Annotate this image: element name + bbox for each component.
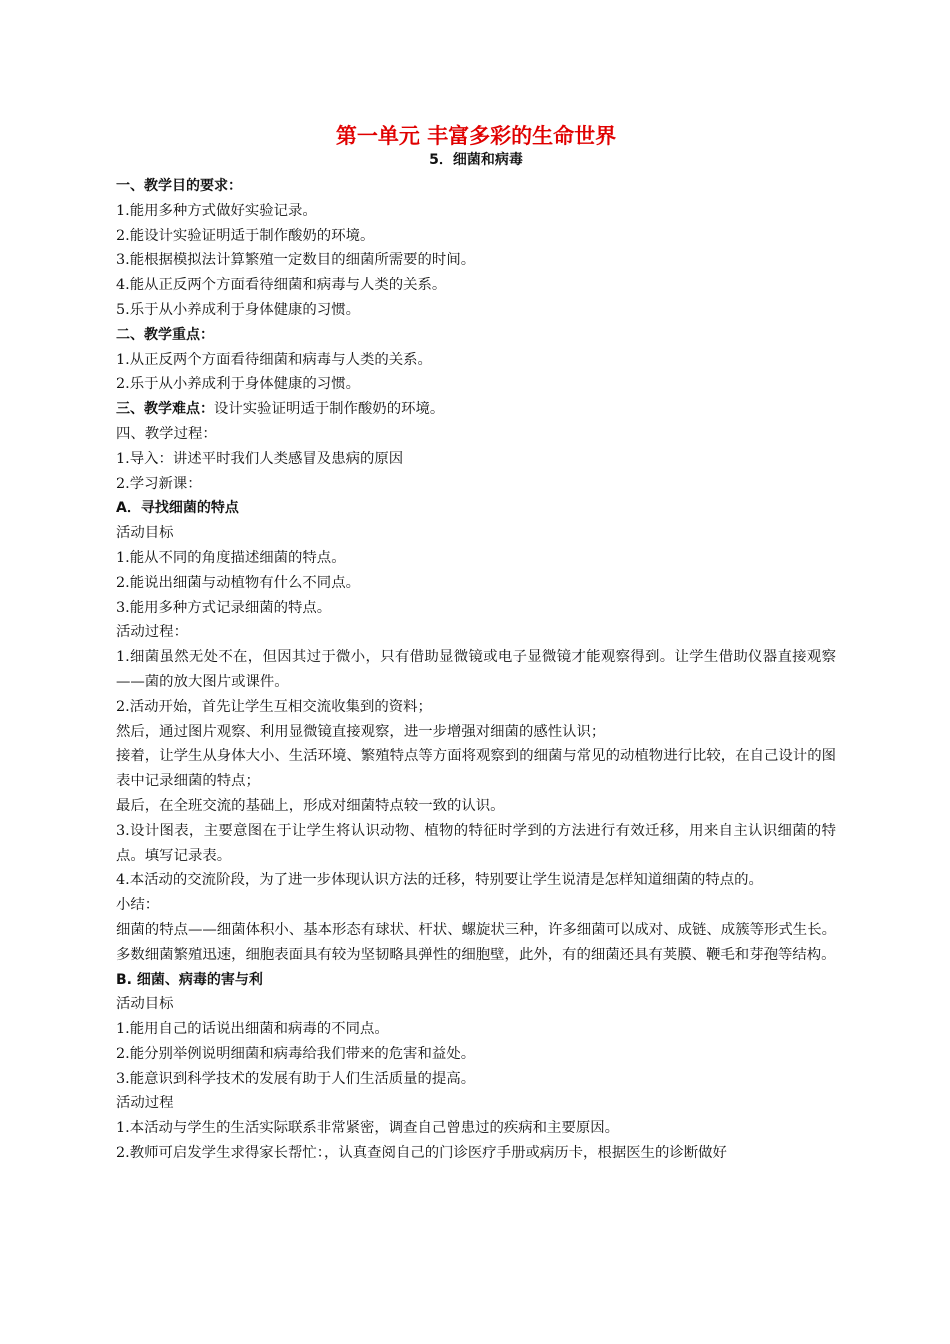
part-b-goal: 1.能用自己的话说出细菌和病毒的不同点。 (116, 1021, 389, 1038)
part-b-process-label: 活动过程 (116, 1095, 174, 1112)
objective-item: 4.能从正反两个方面看待细菌和病毒与人类的关系。 (116, 277, 447, 294)
process-step: 1.导入：讲述平时我们人类感冒及患病的原因 (116, 450, 404, 467)
part-b-heading: B. 细菌、病毒的害与利 (116, 971, 263, 988)
objective-item: 1.能用多种方式做好实验记录。 (116, 202, 317, 219)
difficulty-text: 设计实验证明适于制作酸奶的环境。 (214, 401, 445, 418)
section-heading-difficulty: 三、教学难点： (116, 401, 214, 418)
part-b-goal-label: 活动目标 (116, 996, 174, 1013)
part-a-process-label: 活动过程： (116, 624, 188, 641)
part-a-process-paragraph: 最后，在全班交流的基础上，形成对细菌特点较一致的认识。 (116, 797, 505, 814)
document-content (116, 122, 836, 1166)
lesson-title: 5．细菌和病毒 (429, 152, 523, 168)
objective-item: 3.能根据模拟法计算繁殖一定数目的细菌所需要的时间。 (116, 252, 476, 269)
part-a-goal: 3.能用多种方式记录细菌的特点。 (116, 599, 332, 616)
part-a-heading: A．寻找细菌的特点 (116, 500, 239, 517)
difficulty-line (116, 397, 836, 422)
part-b-goal: 3.能意识到科学技术的发展有助于人们生活质量的提高。 (116, 1070, 476, 1087)
part-a-goal: 1.能从不同的角度描述细菌的特点。 (116, 549, 346, 566)
part-a-goal: 2.能说出细菌与动植物有什么不同点。 (116, 574, 360, 591)
section-heading-objectives: 一、教学目的要求： (116, 178, 242, 194)
part-a-process-paragraph: 4.本活动的交流阶段，为了进一步体现认识方法的迁移，特别要让学生说清是怎样知道细菌的特点的。 (116, 872, 763, 889)
part-b-process-paragraph: 1.本活动与学生的生活实际联系非常紧密，调查自己曾患过的疾病和主要原因。 (116, 1120, 620, 1137)
unit-title: 第一单元 丰富多彩的生命世界 (335, 124, 617, 148)
part-a-process-paragraph: 2.活动开始，首先让学生互相交流收集到的资料； (116, 698, 432, 715)
objective-item: 2.能设计实验证明适于制作酸奶的环境。 (116, 227, 375, 244)
part-a-summary-label: 小结： (116, 897, 160, 914)
key-point-item: 1.从正反两个方面看待细菌和病毒与人类的关系。 (116, 351, 432, 368)
key-point-item: 2.乐于从小养成利于身体健康的习惯。 (116, 376, 360, 393)
section-heading-process: 四、教学过程： (116, 425, 217, 442)
objective-item: 5.乐于从小养成利于身体健康的习惯。 (116, 301, 360, 318)
process-step: 2.学习新课： (116, 475, 202, 492)
part-a-process-paragraph: 3.设计图表，主要意图在于让学生将认识动物、植物的特征时学到的方法进行有效迁移，用来自主认识细菌的特点。填写记录表。 (116, 822, 836, 864)
section-heading-key-points: 二、教学重点： (116, 326, 214, 343)
part-a-process-paragraph: 然后，通过图片观察、利用显微镜直接观察，进一步增强对细菌的感性认识； (116, 723, 606, 740)
part-b-process-paragraph: 2.教师可启发学生求得家长帮忙：，认真查阅自己的门诊医疗手册或病历卡，根据医生的诊断做好 (116, 1145, 727, 1162)
part-a-summary: 细菌的特点——细菌体积小、基本形态有球状、杆状、螺旋状三种，许多细菌可以成对、成链、成簇等形式生长。多数细菌繁殖迅速，细胞表面具有较为坚韧略具弹性的细胞壁，此外，有的细菌还具有荚膜、鞭毛和芽孢等结构。 (116, 921, 836, 963)
part-a-process-paragraph: 1.细菌虽然无处不在，但因其过于微小，只有借助显微镜或电子显微镜才能观察得到。让学生借助仪器直接观察——菌的放大图片或课件。 (116, 649, 836, 690)
part-b-goal: 2.能分别举例说明细菌和病毒给我们带来的危害和益处。 (116, 1045, 476, 1062)
part-a-process-paragraph: 接着，让学生从身体大小、生活环境、繁殖特点等方面将观察到的细菌与常见的动植物进行比较，在自己设计的图表中记录细菌的特点； (116, 748, 836, 790)
part-a-goal-label: 活动目标 (116, 525, 174, 542)
